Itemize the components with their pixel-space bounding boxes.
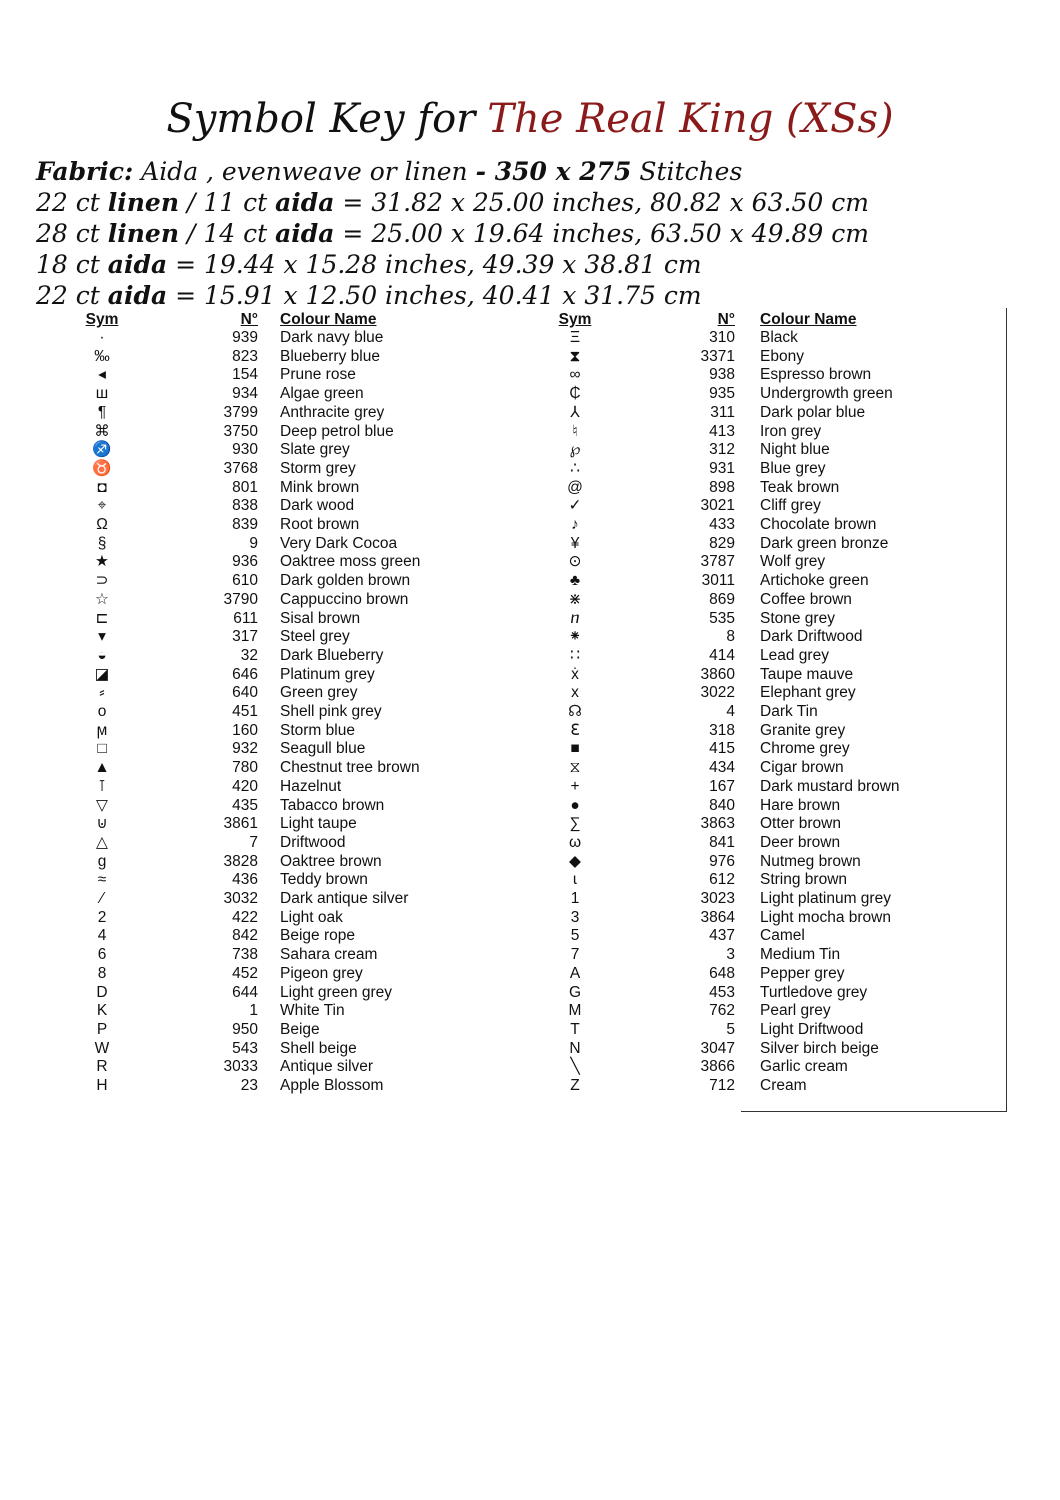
size-part: aida <box>275 219 335 248</box>
symbol-glyph: ▽ <box>96 796 108 814</box>
colour-name: Antique silver <box>280 1058 374 1076</box>
size-line <box>36 187 869 218</box>
thread-number: 434 <box>709 759 735 777</box>
thread-number: 310 <box>709 329 735 346</box>
colour-name: Dark green bronze <box>760 534 889 552</box>
symbol-glyph: Ξ <box>569 329 581 346</box>
thread-number: 3863 <box>700 815 735 833</box>
colour-name: Taupe mauve <box>760 665 854 683</box>
symbol-glyph: ⊏ <box>95 609 109 627</box>
thread-number: 317 <box>232 628 258 646</box>
colour-name: Steel grey <box>280 628 350 646</box>
thread-number: 543 <box>232 1039 258 1057</box>
symbol-glyph: ☆ <box>95 590 109 608</box>
symbol-glyph: ɩ <box>573 871 577 889</box>
colour-name: Pigeon grey <box>280 964 363 982</box>
colour-name: Beige <box>280 1020 320 1038</box>
colour-name: Turtledove grey <box>760 983 868 1001</box>
symbol-glyph: R <box>96 1058 108 1076</box>
symbol-glyph: ℘ <box>569 441 581 459</box>
symbol-glyph: △ <box>96 833 108 851</box>
size-line <box>36 249 702 280</box>
symbol-glyph: ≈ <box>97 871 107 889</box>
thread-number: 452 <box>232 964 258 982</box>
symbol-glyph: ▲ <box>94 759 110 777</box>
symbol-glyph: ⅄ <box>570 403 580 421</box>
size-part: aida <box>275 188 335 217</box>
symbol-glyph: ∷ <box>570 646 580 664</box>
colour-name: Deep petrol blue <box>280 422 394 440</box>
thread-number: 646 <box>232 665 258 683</box>
colour-name: Shell beige <box>280 1039 357 1057</box>
size-part: = 19.44 x 15.28 inches, 49.39 x 38.81 cm <box>167 250 702 279</box>
symbol-glyph: ℇ <box>570 721 580 739</box>
symbol-glyph: ◘ <box>97 478 107 496</box>
thread-number: 3023 <box>700 890 735 907</box>
colour-name: Cappuccino brown <box>280 590 409 608</box>
colour-name: Hazelnut <box>280 777 342 795</box>
symbol-glyph: @ <box>567 478 583 496</box>
thread-number: 939 <box>232 329 258 346</box>
colour-name: Undergrowth green <box>760 385 893 403</box>
colour-name: Otter brown <box>760 815 841 833</box>
thread-number: 838 <box>232 497 258 515</box>
thread-number: 823 <box>232 347 258 365</box>
colour-name: Sisal brown <box>280 609 361 627</box>
symbol-glyph: ♪ <box>571 516 579 533</box>
thread-number: 3866 <box>700 1058 735 1076</box>
thread-number: 413 <box>709 422 735 440</box>
symbol-glyph: ⴖ <box>570 609 580 627</box>
size-part: 22 ct <box>36 188 108 217</box>
colour-name: Espresso brown <box>760 366 872 384</box>
colour-name: Storm grey <box>280 459 356 477</box>
symbol-glyph: · <box>99 329 105 346</box>
symbol-glyph: ⊙ <box>568 553 582 571</box>
colour-name: Beige rope <box>280 927 355 945</box>
header-sym-right: Sym <box>558 311 592 328</box>
thread-number: 420 <box>232 777 258 795</box>
symbol-glyph: 2 <box>97 908 107 926</box>
colour-name: Shell pink grey <box>280 703 382 720</box>
colour-name: Mink brown <box>280 478 360 496</box>
thread-number: 422 <box>232 908 258 926</box>
thread-number: 437 <box>709 927 735 945</box>
thread-number: 762 <box>709 1002 735 1020</box>
symbol-glyph: M <box>568 1002 582 1020</box>
thread-number: 976 <box>709 852 735 870</box>
symbol-glyph: 7 <box>570 946 580 964</box>
symbol-glyph: ♣ <box>569 572 581 590</box>
colour-name: Garlic cream <box>760 1058 848 1076</box>
header-num-left: N° <box>240 311 258 328</box>
table-bottom-border <box>741 1111 1007 1112</box>
size-part: / 11 ct <box>179 188 276 217</box>
colour-name: Black <box>760 329 798 346</box>
thread-number: 3371 <box>700 347 735 365</box>
thread-number: 3790 <box>223 590 258 608</box>
thread-number: 5 <box>726 1020 735 1038</box>
thread-number: 7 <box>249 833 258 851</box>
thread-number: 318 <box>709 721 735 739</box>
symbol-glyph: ш <box>95 385 109 403</box>
symbol-glyph: ⌘ <box>94 422 110 440</box>
colour-name: Deer brown <box>760 833 841 851</box>
colour-name: Algae green <box>280 385 364 403</box>
symbol-glyph: § <box>97 534 107 552</box>
symbol-glyph: ⸗ <box>99 684 105 702</box>
symbol-glyph: 6 <box>97 946 107 964</box>
thread-number: 8 <box>726 628 735 646</box>
colour-name: Dark navy blue <box>280 329 384 346</box>
thread-number: 3750 <box>223 422 258 440</box>
thread-number: 535 <box>709 609 735 627</box>
symbol-glyph: A <box>569 964 581 982</box>
colour-name: Iron grey <box>760 422 822 440</box>
colour-name: Dark polar blue <box>760 403 866 421</box>
size-part: = 25.00 x 19.64 inches, 63.50 x 49.89 cm <box>334 219 869 248</box>
thread-number: 898 <box>709 478 735 496</box>
colour-name: Chrome grey <box>760 740 850 758</box>
symbol-glyph: ▾ <box>98 628 106 646</box>
stitch-size: 350 x 275 <box>494 157 632 186</box>
thread-number: 3864 <box>700 908 735 926</box>
thread-number: 950 <box>232 1020 258 1038</box>
colour-name: Light oak <box>280 908 343 926</box>
colour-name: Cliff grey <box>760 497 821 515</box>
symbol-glyph: ∴ <box>570 459 580 477</box>
thread-number: 841 <box>709 833 735 851</box>
thread-number: 839 <box>232 516 258 533</box>
colour-name: Oaktree moss green <box>280 553 421 571</box>
symbol-glyph: ∞ <box>569 366 581 384</box>
size-part: 18 ct <box>36 250 108 279</box>
symbol-glyph: ⧖ <box>569 759 581 777</box>
colour-name: Driftwood <box>280 833 346 851</box>
thread-number: 9 <box>249 534 258 552</box>
thread-number: 932 <box>232 740 258 758</box>
symbol-glyph: ϻ <box>96 721 108 739</box>
size-part: / 14 ct <box>179 219 276 248</box>
table-right-border <box>1006 308 1007 1112</box>
fabric-label: Fabric: <box>36 157 134 186</box>
symbol-glyph: ⌖ <box>97 497 107 515</box>
symbol-glyph: ☊ <box>568 703 582 720</box>
symbol-glyph: ◂ <box>98 366 106 384</box>
thread-number: 451 <box>232 703 258 720</box>
thread-number: 738 <box>232 946 258 964</box>
symbol-glyph: ● <box>570 796 580 814</box>
thread-number: 780 <box>232 759 258 777</box>
symbol-glyph: g <box>97 852 107 870</box>
symbol-glyph: 1 <box>570 890 580 907</box>
fabric-types: Aida , evenweave or linen <box>133 157 476 186</box>
fabric-dash: - <box>475 157 495 186</box>
header-sym-left: Sym <box>85 311 119 328</box>
thread-number: 3768 <box>223 459 258 477</box>
thread-number: 712 <box>709 1077 735 1094</box>
colour-name: Night blue <box>760 441 830 459</box>
size-line <box>36 218 869 249</box>
colour-name: Dark golden brown <box>280 572 411 590</box>
thread-number: 936 <box>232 553 258 571</box>
colour-name: Teak brown <box>760 478 840 496</box>
symbol-glyph: Z <box>570 1077 580 1094</box>
symbol-glyph: ★ <box>95 553 109 571</box>
symbol-glyph: 5 <box>570 927 580 945</box>
thread-number: 4 <box>726 703 735 720</box>
colour-name: Slate grey <box>280 441 350 459</box>
symbol-glyph: ◆ <box>569 852 581 870</box>
colour-name: Pepper grey <box>760 964 845 982</box>
colour-name: Chestnut tree brown <box>280 759 420 777</box>
colour-name: Teddy brown <box>280 871 368 889</box>
thread-number: 32 <box>240 646 258 664</box>
symbol-glyph: ⁕ <box>568 628 582 646</box>
header-name-right: Colour Name <box>760 311 857 328</box>
colour-name: String brown <box>760 871 848 889</box>
colour-name: Blueberry blue <box>280 347 380 365</box>
header-num-right: N° <box>717 311 735 328</box>
thread-number: 640 <box>232 684 258 702</box>
thread-number: 3828 <box>223 852 258 870</box>
colour-name: Nutmeg brown <box>760 852 861 870</box>
thread-number: 3 <box>726 946 735 964</box>
symbol-glyph: 8 <box>97 964 107 982</box>
symbol-glyph: ■ <box>570 740 580 758</box>
symbol-glyph: ✓ <box>568 497 582 515</box>
symbol-glyph: ω <box>568 833 582 851</box>
symbol-glyph: D <box>96 983 108 1001</box>
symbol-glyph: ⊺ <box>97 777 107 795</box>
thread-number: 3861 <box>223 815 258 833</box>
thread-number: 160 <box>232 721 258 739</box>
thread-number: 648 <box>709 964 735 982</box>
colour-name: Dark antique silver <box>280 890 409 907</box>
thread-number: 610 <box>232 572 258 590</box>
thread-number: 935 <box>709 385 735 403</box>
colour-name: Dark Tin <box>760 703 818 720</box>
colour-name: White Tin <box>280 1002 345 1020</box>
thread-number: 3011 <box>701 572 735 590</box>
thread-number: 433 <box>709 516 735 533</box>
colour-name: Artichoke green <box>760 572 869 590</box>
colour-name: Apple Blossom <box>280 1077 384 1094</box>
thread-number: 453 <box>709 983 735 1001</box>
symbol-glyph: ⊍ <box>96 815 108 833</box>
size-part: aida <box>107 281 168 310</box>
symbol-glyph: + <box>570 777 580 795</box>
thread-number: 3021 <box>700 497 735 515</box>
thread-number: 414 <box>709 646 735 664</box>
thread-number: 612 <box>709 871 735 889</box>
colour-name: Tabacco brown <box>280 796 385 814</box>
colour-name: Very Dark Cocoa <box>280 534 398 552</box>
thread-number: 3799 <box>223 403 258 421</box>
thread-number: 3860 <box>700 665 735 683</box>
thread-number: 1 <box>249 1002 258 1020</box>
colour-name: Storm blue <box>280 721 355 739</box>
colour-name: Dark mustard brown <box>760 777 900 795</box>
size-part: linen <box>107 219 180 248</box>
thread-number: 829 <box>709 534 735 552</box>
colour-name: Stone grey <box>760 609 835 627</box>
symbol-glyph: ◪ <box>94 665 110 683</box>
size-part: = 31.82 x 25.00 inches, 80.82 x 63.50 cm <box>334 188 869 217</box>
colour-name: Seagull blue <box>280 740 366 758</box>
symbol-glyph: ẋ <box>571 665 579 683</box>
symbol-glyph: ¶ <box>97 403 107 421</box>
thread-number: 934 <box>232 385 258 403</box>
header-name-left: Colour Name <box>280 311 377 328</box>
thread-number: 644 <box>232 983 258 1001</box>
symbol-glyph: □ <box>97 740 107 758</box>
size-part: aida <box>107 250 168 279</box>
size-part: = 15.91 x 12.50 inches, 40.41 x 31.75 cm <box>167 281 702 310</box>
colour-name: Pearl grey <box>760 1002 831 1020</box>
symbol-glyph: ‰ <box>94 347 110 365</box>
thread-number: 611 <box>233 609 258 627</box>
symbol-glyph: K <box>96 1002 108 1020</box>
stitches-label: Stitches <box>631 157 743 186</box>
colour-name: Ebony <box>760 347 804 365</box>
symbol-glyph: ₵ <box>569 385 581 403</box>
thread-number: 436 <box>232 871 258 889</box>
thread-number: 842 <box>232 927 258 945</box>
thread-number: 3033 <box>223 1058 258 1076</box>
fabric-line <box>36 156 742 187</box>
colour-name: Green grey <box>280 684 358 702</box>
symbol-glyph: ∑ <box>569 815 581 833</box>
colour-name: Blue grey <box>760 459 826 477</box>
thread-number: 23 <box>240 1077 258 1094</box>
size-part: 22 ct <box>36 281 108 310</box>
colour-name: Dark Blueberry <box>280 646 384 664</box>
symbol-glyph: ⊃ <box>95 572 109 590</box>
thread-number: 869 <box>709 590 735 608</box>
title-prefix: Symbol Key for <box>166 96 476 142</box>
symbol-glyph: P <box>96 1020 108 1038</box>
symbol-glyph: G <box>568 983 582 1001</box>
colour-name: Prune rose <box>280 366 356 384</box>
thread-number: 154 <box>232 366 258 384</box>
thread-number: 938 <box>709 366 735 384</box>
thread-number: 801 <box>232 478 258 496</box>
colour-name: Granite grey <box>760 721 846 739</box>
page-title <box>0 96 1060 142</box>
symbol-glyph: 3 <box>570 908 580 926</box>
colour-name: Sahara cream <box>280 946 378 964</box>
thread-number: 167 <box>709 777 735 795</box>
symbol-glyph: x <box>571 684 579 702</box>
thread-number: 311 <box>710 403 735 421</box>
thread-number: 3032 <box>223 890 258 907</box>
colour-name: Root brown <box>280 516 360 533</box>
size-line <box>36 280 702 311</box>
colour-name: Camel <box>760 927 805 945</box>
thread-number: 415 <box>709 740 735 758</box>
symbol-glyph: ⧗ <box>569 347 581 365</box>
colour-name: Chocolate brown <box>760 516 877 533</box>
colour-name: Platinum grey <box>280 665 375 683</box>
symbol-glyph: N <box>569 1039 581 1057</box>
colour-name: Light green grey <box>280 983 393 1001</box>
symbol-glyph: Ω <box>96 516 108 533</box>
symbol-glyph: W <box>94 1039 110 1057</box>
colour-name: Dark Driftwood <box>760 628 863 646</box>
thread-number: 312 <box>709 441 735 459</box>
symbol-glyph: ♉ <box>92 459 112 477</box>
colour-name: Wolf grey <box>760 553 826 571</box>
colour-name: Light Driftwood <box>760 1020 864 1038</box>
size-part: linen <box>107 188 180 217</box>
symbol-glyph: ⁄ <box>100 890 104 907</box>
colour-name: Light mocha brown <box>760 908 891 926</box>
symbol-glyph: ¥ <box>570 534 580 552</box>
colour-name: Dark wood <box>280 497 355 515</box>
thread-number: 435 <box>232 796 258 814</box>
symbol-glyph: ⋇ <box>568 590 582 608</box>
thread-number: 931 <box>709 459 735 477</box>
symbol-glyph: ╲ <box>570 1058 580 1076</box>
symbol-glyph: ♐ <box>92 441 112 459</box>
colour-name: Light platinum grey <box>760 890 891 907</box>
colour-name: Light taupe <box>280 815 357 833</box>
colour-name: Hare brown <box>760 796 841 814</box>
symbol-glyph: 4 <box>97 927 107 945</box>
thread-number: 3047 <box>700 1039 735 1057</box>
colour-name: Cigar brown <box>760 759 844 777</box>
pattern-name: The Real King (XSs) <box>487 96 894 142</box>
symbol-glyph: T <box>570 1020 580 1038</box>
symbol-glyph: ♮ <box>572 422 578 440</box>
colour-name: Coffee brown <box>760 590 852 608</box>
thread-number: 930 <box>232 441 258 459</box>
colour-name: Anthracite grey <box>280 403 385 421</box>
thread-number: 3787 <box>700 553 735 571</box>
colour-name: Medium Tin <box>760 946 841 964</box>
colour-name: Oaktree brown <box>280 852 382 870</box>
colour-name: Silver birch beige <box>760 1039 879 1057</box>
size-part: 28 ct <box>36 219 108 248</box>
symbol-glyph: H <box>96 1077 108 1094</box>
symbol-glyph: o <box>97 703 107 720</box>
colour-name: Elephant grey <box>760 684 856 702</box>
colour-name: Cream <box>760 1077 807 1094</box>
thread-number: 840 <box>709 796 735 814</box>
symbol-glyph: ◒ <box>97 646 107 664</box>
colour-name: Lead grey <box>760 646 829 664</box>
thread-number: 3022 <box>700 684 735 702</box>
